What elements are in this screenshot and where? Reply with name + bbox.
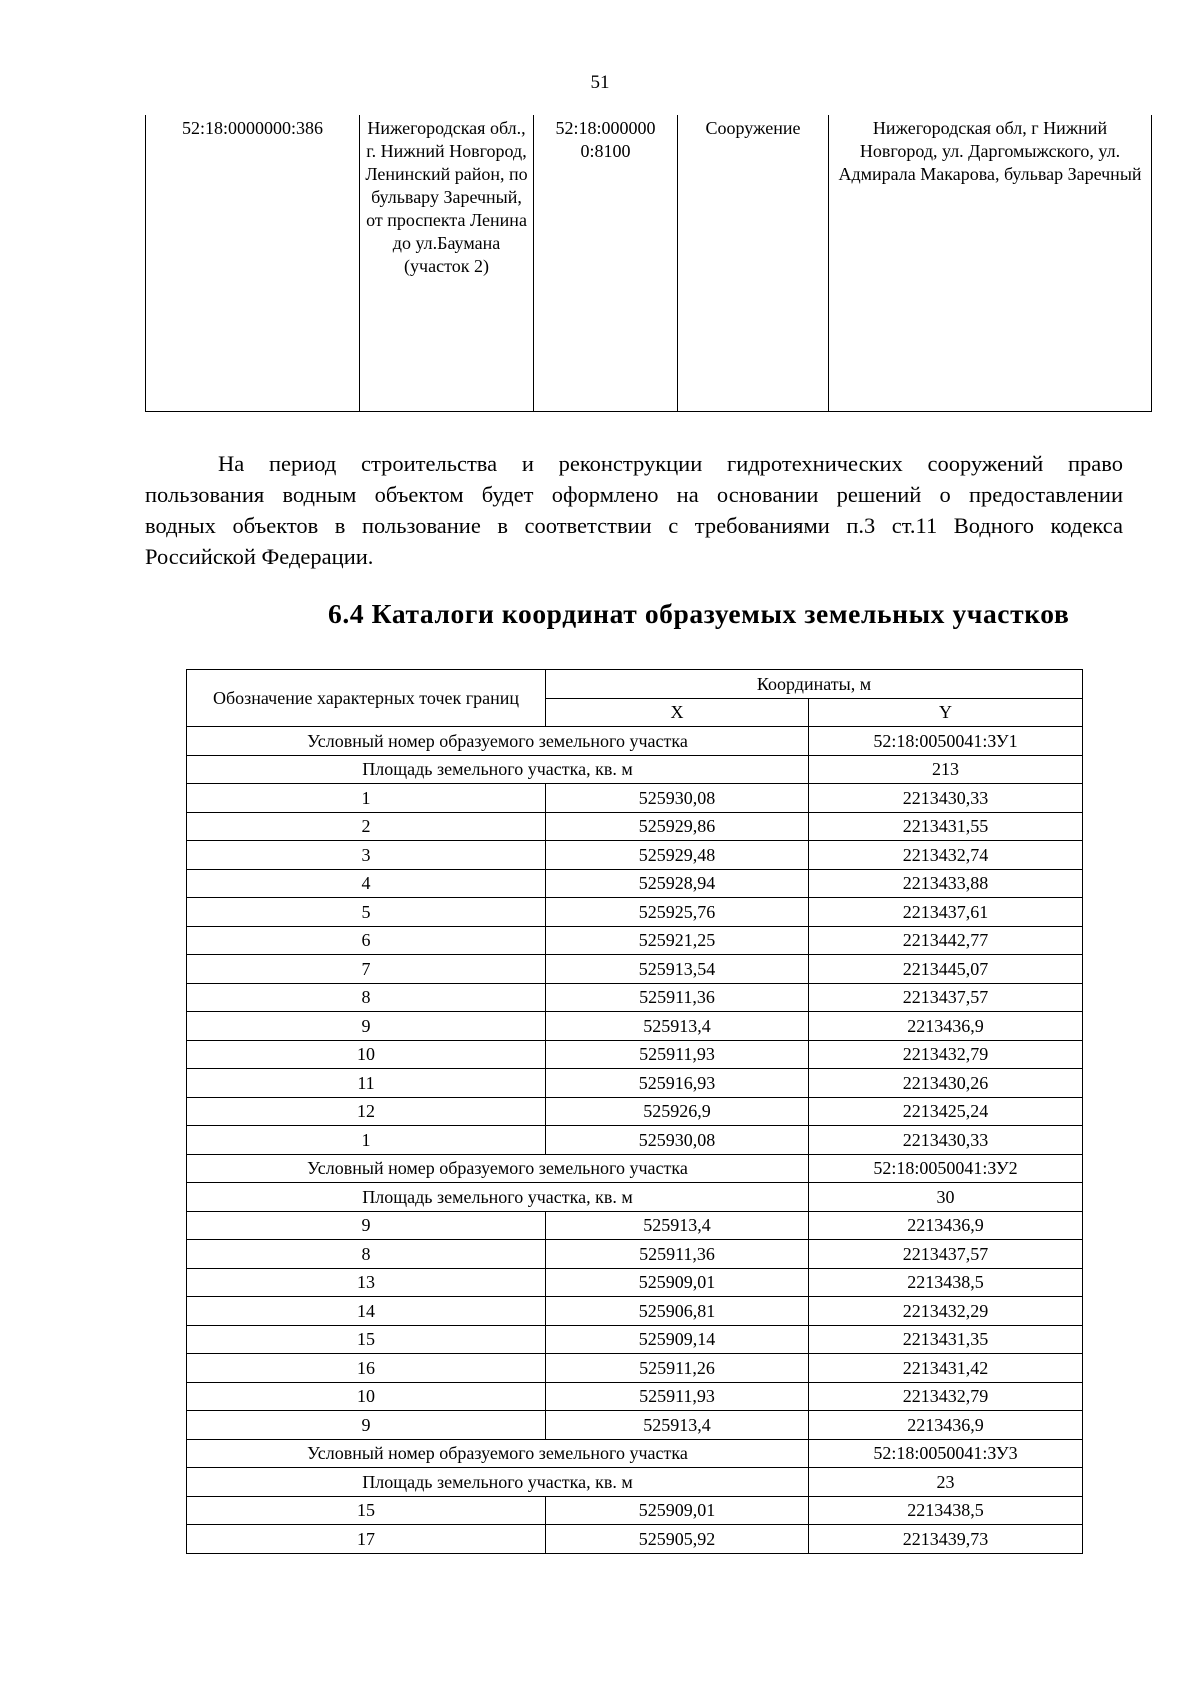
point-id: 9	[187, 1411, 546, 1440]
parcel-area-label: Площадь земельного участка, кв. м	[187, 755, 809, 784]
parcel-number: 52:18:0050041:ЗУ1	[809, 727, 1083, 756]
point-id: 10	[187, 1382, 546, 1411]
point-id: 4	[187, 869, 546, 898]
table-row	[187, 784, 1083, 813]
paragraph-line: пользования водным объектом будет оформлено на основании решений о предоставлении	[145, 482, 1123, 507]
point-y: 2213436,9	[809, 1012, 1083, 1041]
point-y: 2213430,33	[809, 784, 1083, 813]
table-row	[187, 983, 1083, 1012]
points-header: Обозначение характерных точек границ	[187, 670, 546, 727]
point-id: 9	[187, 1211, 546, 1240]
point-x: 525913,4	[546, 1012, 809, 1041]
point-x: 525913,54	[546, 955, 809, 984]
table-row	[187, 1211, 1083, 1240]
point-id: 13	[187, 1268, 546, 1297]
parcel-area-label: Площадь земельного участка, кв. м	[187, 1468, 809, 1497]
parcel-area-label: Площадь земельного участка, кв. м	[187, 1183, 809, 1212]
paragraph-line: Российской Федерации.	[145, 544, 374, 569]
point-x: 525909,01	[546, 1268, 809, 1297]
paragraph-line: водных объектов в пользование в соответствии с требованиями п.3 ст.11 Водного кодекса	[145, 513, 1123, 538]
point-y: 2213432,74	[809, 841, 1083, 870]
point-id: 10	[187, 1040, 546, 1069]
table-row	[187, 1297, 1083, 1326]
point-y: 2213432,79	[809, 1382, 1083, 1411]
table-row	[187, 1126, 1083, 1155]
point-id: 17	[187, 1525, 546, 1554]
point-y: 2213437,57	[809, 1240, 1083, 1269]
point-y: 2213430,26	[809, 1069, 1083, 1098]
table-row	[187, 1411, 1083, 1440]
parcel-area-row	[187, 1183, 1083, 1212]
parcel-area-row	[187, 1468, 1083, 1497]
point-x: 525926,9	[546, 1097, 809, 1126]
parcel-area: 213	[809, 755, 1083, 784]
point-y: 2213436,9	[809, 1211, 1083, 1240]
point-x: 525913,4	[546, 1211, 809, 1240]
point-id: 3	[187, 841, 546, 870]
point-x: 525930,08	[546, 1126, 809, 1155]
table-row	[187, 1325, 1083, 1354]
coordinates-header: Координаты, м	[546, 670, 1083, 699]
point-y: 2213437,61	[809, 898, 1083, 927]
x-header: X	[546, 698, 809, 726]
point-x: 525906,81	[546, 1297, 809, 1326]
point-id: 15	[187, 1325, 546, 1354]
point-x: 525929,86	[546, 812, 809, 841]
parcel-number-label: Условный номер образуемого земельного участка	[187, 727, 809, 756]
point-y: 2213432,79	[809, 1040, 1083, 1069]
point-y: 2213425,24	[809, 1097, 1083, 1126]
parent-number-cell: 52:18:000000 0:8100	[534, 115, 678, 412]
table-row	[187, 1012, 1083, 1041]
table-row	[187, 1268, 1083, 1297]
point-x: 525916,93	[546, 1069, 809, 1098]
body-paragraph	[145, 448, 1123, 572]
table-row	[187, 1354, 1083, 1383]
page-number: 51	[590, 72, 610, 93]
point-id: 11	[187, 1069, 546, 1098]
table-row	[187, 926, 1083, 955]
point-x: 525925,76	[546, 898, 809, 927]
point-x: 525929,48	[546, 841, 809, 870]
table-row	[187, 869, 1083, 898]
parcel-number-row	[187, 1154, 1083, 1183]
point-x: 525928,94	[546, 869, 809, 898]
parcel-area: 23	[809, 1468, 1083, 1497]
table-row	[187, 1240, 1083, 1269]
land-objects-table	[145, 115, 1152, 412]
point-id: 16	[187, 1354, 546, 1383]
point-y: 2213431,55	[809, 812, 1083, 841]
point-x: 525921,25	[546, 926, 809, 955]
point-id: 5	[187, 898, 546, 927]
point-y: 2213437,57	[809, 983, 1083, 1012]
table-row	[187, 812, 1083, 841]
coordinates-body	[187, 727, 1083, 1554]
point-id: 12	[187, 1097, 546, 1126]
point-id: 2	[187, 812, 546, 841]
object-type-cell: Сооружение	[678, 115, 829, 412]
table-row	[187, 955, 1083, 984]
point-y: 2213431,35	[809, 1325, 1083, 1354]
table-row	[187, 898, 1083, 927]
point-x: 525911,36	[546, 1240, 809, 1269]
point-id: 15	[187, 1496, 546, 1525]
table-row	[146, 115, 1152, 412]
table-row	[187, 841, 1083, 870]
point-x: 525909,01	[546, 1496, 809, 1525]
parcel-area-row	[187, 755, 1083, 784]
parcel-number-label: Условный номер образуемого земельного участка	[187, 1154, 809, 1183]
point-id: 9	[187, 1012, 546, 1041]
point-x: 525930,08	[546, 784, 809, 813]
table-row	[187, 1097, 1083, 1126]
point-id: 6	[187, 926, 546, 955]
point-id: 8	[187, 1240, 546, 1269]
parcel-number-row	[187, 1439, 1083, 1468]
coordinates-catalog-table	[186, 669, 1083, 1554]
cadastral-number-cell: 52:18:0000000:386	[146, 115, 360, 412]
point-y: 2213430,33	[809, 1126, 1083, 1155]
point-id: 1	[187, 784, 546, 813]
point-y: 2213439,73	[809, 1525, 1083, 1554]
point-id: 8	[187, 983, 546, 1012]
parcel-number: 52:18:0050041:ЗУ2	[809, 1154, 1083, 1183]
point-y: 2213442,77	[809, 926, 1083, 955]
paragraph-line: На период строительства и реконструкции гидротехнических сооружений право	[218, 451, 1123, 476]
parcel-area: 30	[809, 1183, 1083, 1212]
address-cell: Нижегородская обл, г Нижний Новгород, ул. Даргомыжского, ул. Адмирала Макарова, бульвар Заречный	[829, 115, 1152, 412]
point-y: 2213438,5	[809, 1496, 1083, 1525]
point-x: 525911,93	[546, 1382, 809, 1411]
point-y: 2213436,9	[809, 1411, 1083, 1440]
point-id: 7	[187, 955, 546, 984]
parcel-number-label: Условный номер образуемого земельного участка	[187, 1439, 809, 1468]
table-row	[187, 1069, 1083, 1098]
point-x: 525911,93	[546, 1040, 809, 1069]
y-header: Y	[809, 698, 1083, 726]
section-heading: 6.4 Каталоги координат образуемых земельных участков	[328, 598, 1070, 629]
table-row	[187, 1382, 1083, 1411]
point-id: 14	[187, 1297, 546, 1326]
table-row	[187, 1040, 1083, 1069]
point-y: 2213431,42	[809, 1354, 1083, 1383]
point-y: 2213445,07	[809, 955, 1083, 984]
table-row	[187, 1525, 1083, 1554]
table-row	[187, 1496, 1083, 1525]
point-y: 2213432,29	[809, 1297, 1083, 1326]
point-x: 525911,36	[546, 983, 809, 1012]
point-x: 525913,4	[546, 1411, 809, 1440]
point-y: 2213433,88	[809, 869, 1083, 898]
parcel-number: 52:18:0050041:ЗУ3	[809, 1439, 1083, 1468]
point-x: 525905,92	[546, 1525, 809, 1554]
point-x: 525909,14	[546, 1325, 809, 1354]
point-id: 1	[187, 1126, 546, 1155]
point-y: 2213438,5	[809, 1268, 1083, 1297]
location-cell: Нижегородская обл., г. Нижний Новгород, Ленинский район, по бульвару Заречный, от проспекта Ленина до ул.Баумана (участок 2)	[360, 115, 534, 412]
parcel-number-row	[187, 727, 1083, 756]
point-x: 525911,26	[546, 1354, 809, 1383]
